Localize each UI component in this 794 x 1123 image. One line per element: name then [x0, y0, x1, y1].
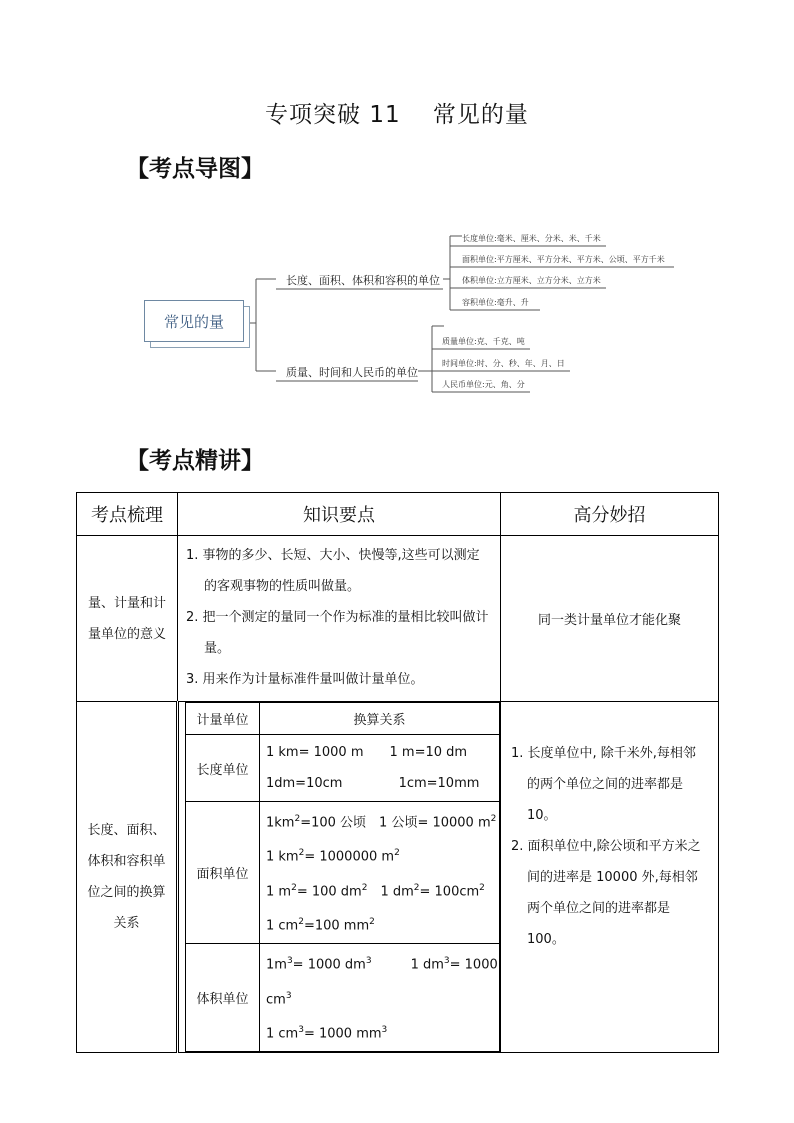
conversion-line: [266, 907, 493, 941]
conv-part: 1 km: [266, 849, 299, 865]
conv-part: 1 cm: [266, 1026, 299, 1042]
mind-map-leaf: 时间单位:时、分、秒、年、月、日: [442, 359, 565, 368]
row2-topic: 长度、面积、体积和容积单位之间的换算关系: [77, 702, 178, 1053]
conv-part: =100 公顷 1 公顷= 10000 m: [300, 815, 491, 831]
mind-map-branch: 质量、时间和人民币的单位: [286, 366, 418, 379]
mind-map-leaf: 人民币单位:元、角、分: [442, 380, 525, 389]
tip-item: 1. 长度单位中, 除千米外,每相邻的两个单位之间的进率都是 10。: [511, 746, 696, 823]
table-header-topic: 考点梳理: [77, 493, 178, 536]
row1-topic: 量、计量和计量单位的意义: [77, 536, 178, 702]
conv-part: cm: [266, 991, 286, 1007]
superscript: 2: [369, 916, 375, 927]
point-item: 1. 事物的多少、长短、大小、快慢等,这些可以测定的客观事物的性质叫做量。: [186, 548, 480, 594]
superscript: 3: [443, 956, 450, 967]
conversion-line: [266, 804, 497, 838]
conv-part: 1 m: [266, 883, 292, 899]
superscript: 3: [286, 956, 293, 967]
conv-part: = 100cm: [419, 883, 480, 899]
section-heading-map: 【考点导图】: [126, 155, 264, 182]
superscript: 2: [298, 916, 304, 927]
conversion-table: [185, 702, 500, 1052]
superscript: 3: [365, 956, 372, 967]
conversion-line: [266, 981, 493, 1015]
inner-header-relation: 换算关系: [260, 703, 500, 735]
mind-map-root: 常见的量: [144, 300, 244, 342]
superscript: 2: [291, 882, 297, 893]
conversion-line: [266, 946, 498, 980]
row2-conversions: [178, 702, 501, 1053]
tip-item: 2. 面积单位中,除公顷和平方米之间的进率是 10000 外,每相邻两个单位之间的进率都是 100。: [511, 839, 701, 947]
unit-name-area: 面积单位: [186, 802, 260, 944]
point-item: 2. 把一个测定的量同一个作为标准的量相比较叫做计量。: [186, 610, 489, 656]
superscript: 3: [298, 1024, 304, 1035]
unit-name-volume: 体积单位: [186, 944, 260, 1052]
inner-header-unit: 计量单位: [186, 703, 260, 735]
conversion-line: 1dm=10cm 1cm=10mm: [266, 776, 480, 791]
conv-part: 1 cm: [266, 918, 299, 934]
conv-part: 1 dm: [367, 883, 414, 899]
unit-name-length: 长度单位: [186, 735, 260, 802]
mind-map-leaf: 长度单位:毫米、厘米、分米、米、千米: [462, 234, 601, 243]
row1-points: [178, 536, 501, 702]
superscript: 3: [381, 1024, 388, 1035]
conv-part: = 1000000 m: [304, 849, 395, 865]
superscript: 2: [490, 814, 497, 824]
superscript: 2: [413, 882, 420, 893]
superscript: 2: [298, 848, 305, 859]
mind-map-leaf: 面积单位:平方厘米、平方分米、平方米、公顷、平方千米: [462, 255, 665, 264]
length-conversions: [260, 735, 500, 802]
row2-tips: [501, 702, 719, 1053]
conv-part: 1km: [266, 815, 295, 831]
section-heading-lecture: 【考点精讲】: [126, 447, 264, 474]
superscript: 2: [294, 814, 301, 824]
superscript: 2: [479, 882, 485, 893]
knowledge-table: [76, 492, 719, 1053]
conv-part: 1 dm: [371, 957, 444, 973]
mind-map: [140, 222, 680, 402]
superscript: 2: [394, 848, 400, 859]
page-title: 专项突破 11 常见的量: [265, 102, 529, 128]
superscript: 2: [361, 882, 368, 893]
mind-map-leaf: 体积单位:立方厘米、立方分米、立方米: [462, 276, 601, 285]
mind-map-leaf: 容积单位:毫升、升: [462, 298, 529, 307]
volume-conversions: [260, 944, 500, 1052]
conv-part: = 1000: [449, 957, 498, 973]
conv-part: = 1000 dm: [292, 957, 366, 973]
mind-map-branch: 长度、面积、体积和容积的单位: [286, 274, 440, 287]
conv-part: 1m: [266, 957, 287, 973]
row1-tip: 同一类计量单位才能化聚: [501, 536, 719, 702]
table-header-points: 知识要点: [178, 493, 501, 536]
point-item: 3. 用来作为计量标准件量叫做计量单位。: [186, 672, 424, 687]
conversion-line: [266, 873, 493, 907]
conversion-line: 1 km= 1000 m 1 m=10 dm: [266, 745, 468, 760]
area-conversions: [260, 802, 500, 944]
mind-map-leaf: 质量单位:克、千克、吨: [442, 337, 525, 346]
conversion-line: [266, 1015, 493, 1049]
conv-part: = 1000 mm: [303, 1026, 382, 1042]
conversion-line: [266, 838, 493, 872]
superscript: 3: [285, 990, 292, 1001]
table-header-tips: 高分妙招: [501, 493, 719, 536]
conv-part: = 100 dm: [296, 883, 362, 899]
conv-part: =100 mm: [303, 918, 370, 934]
